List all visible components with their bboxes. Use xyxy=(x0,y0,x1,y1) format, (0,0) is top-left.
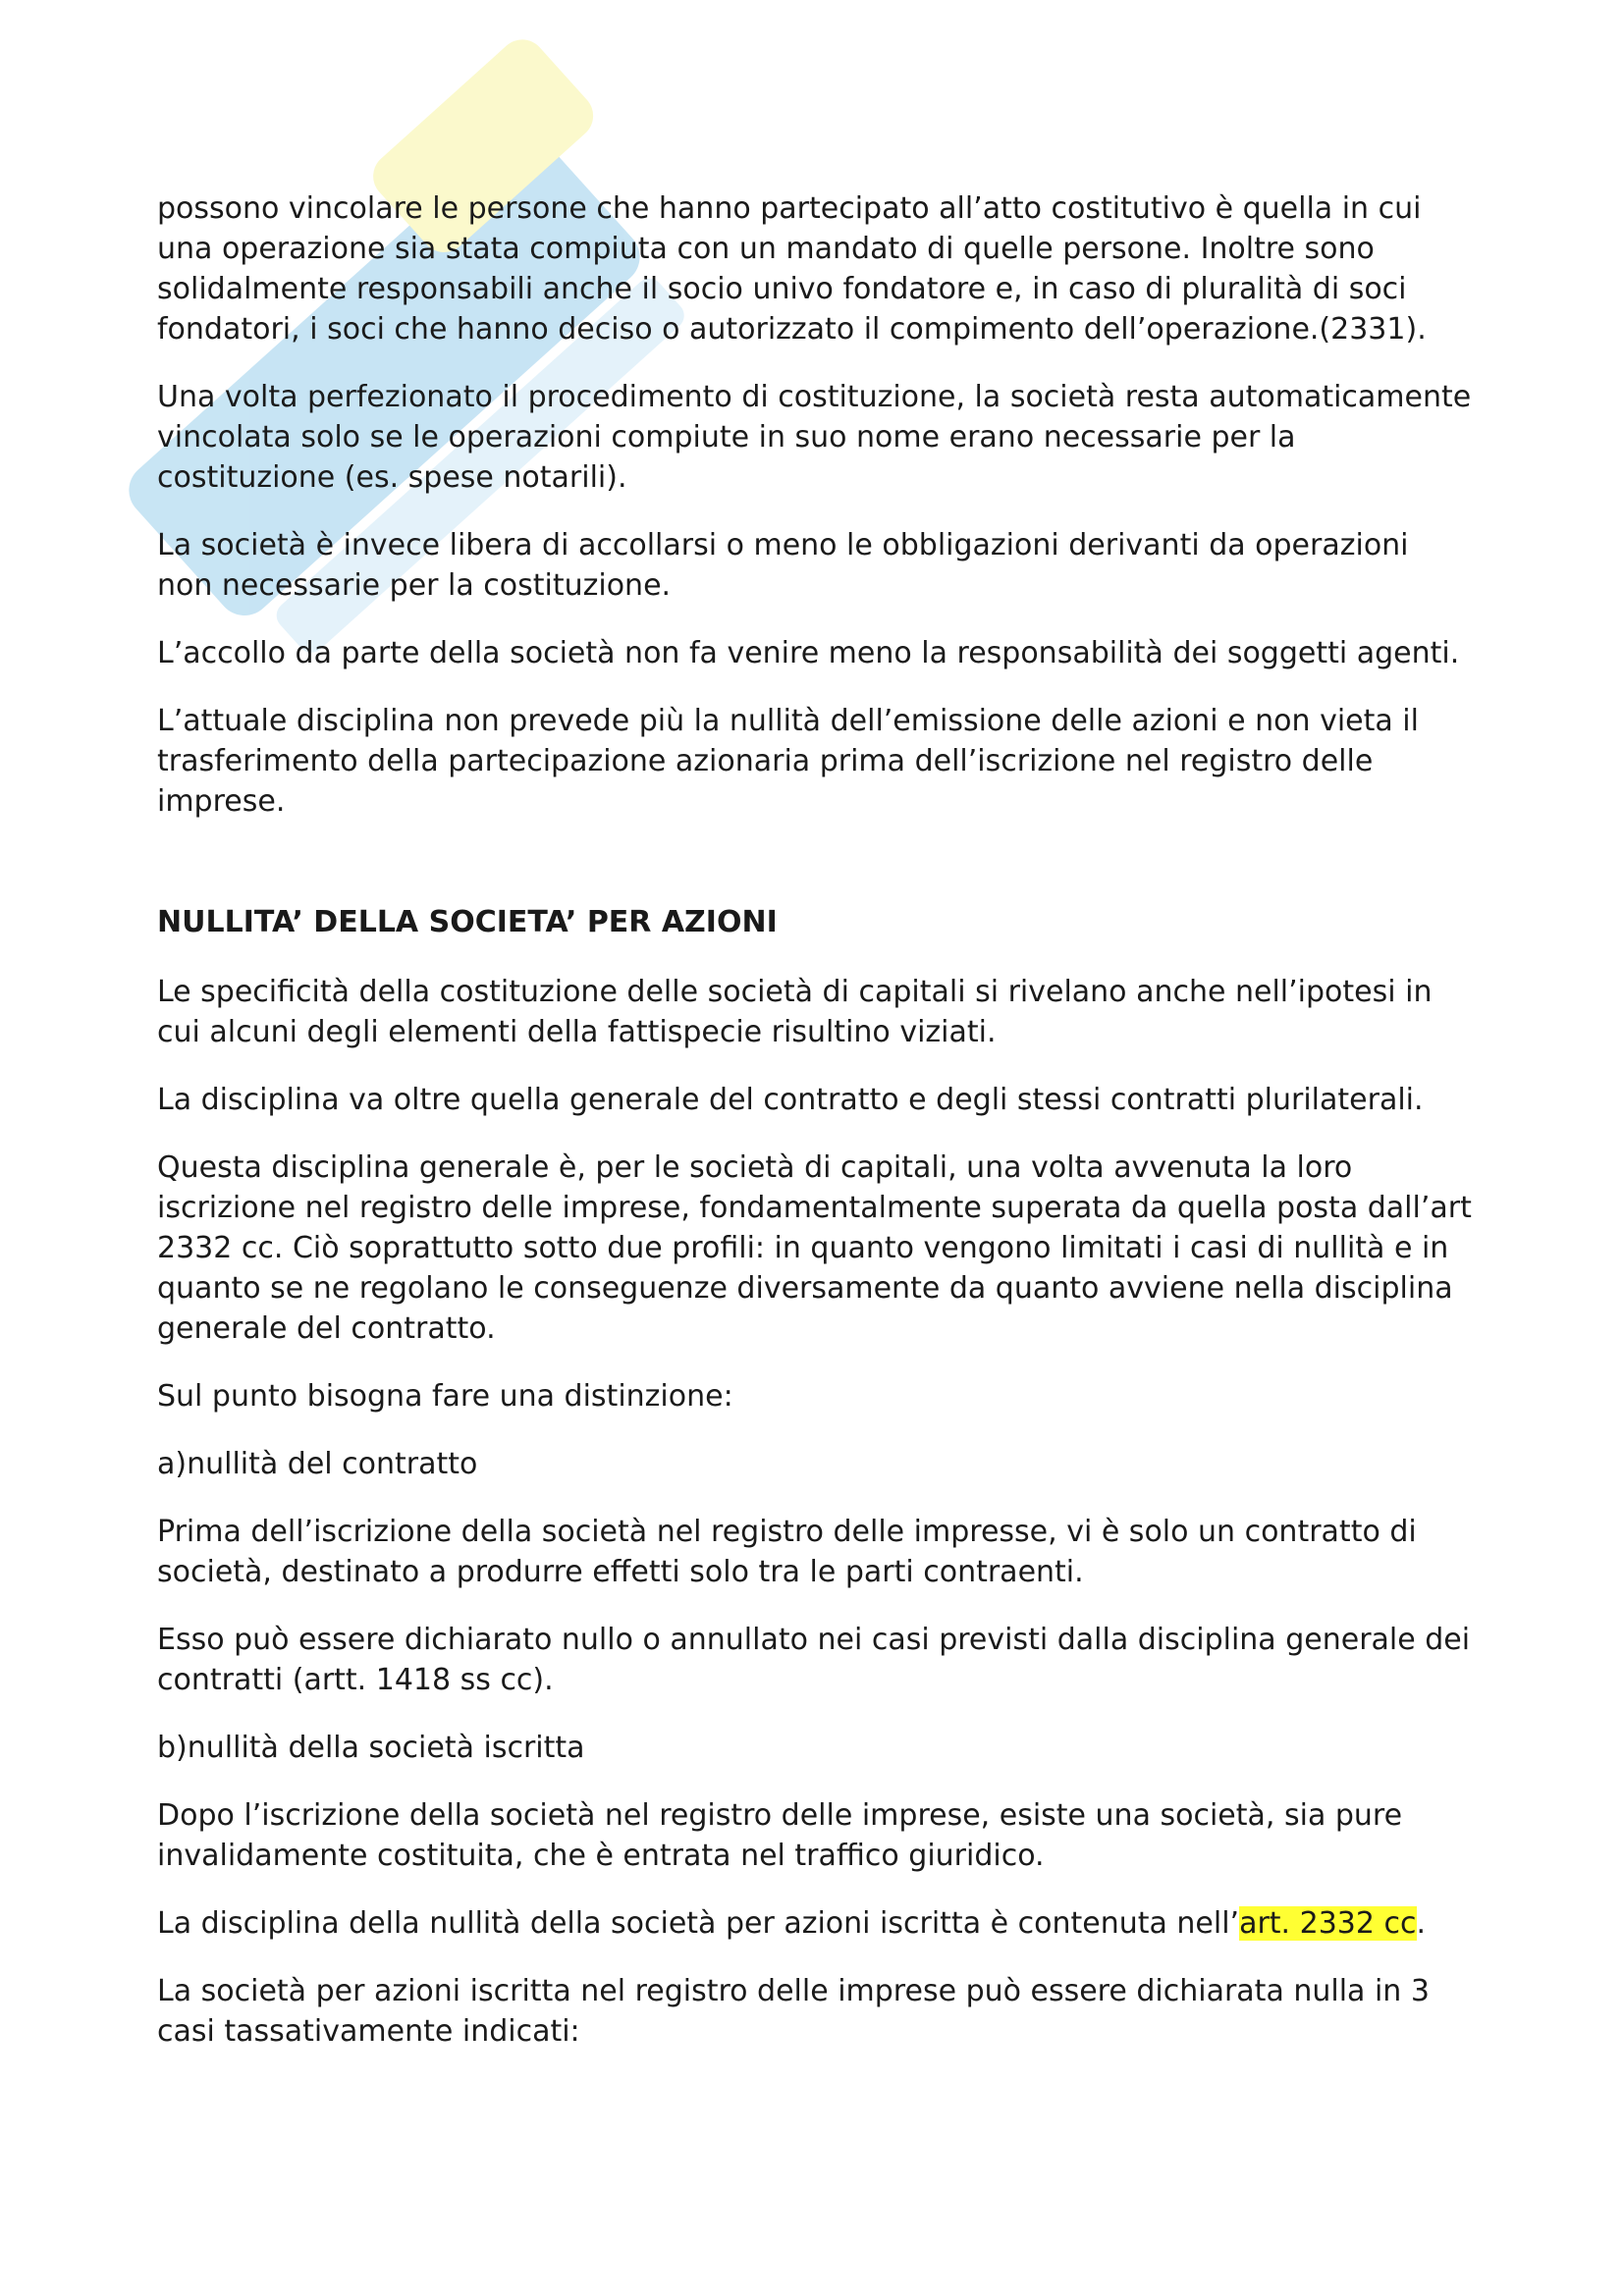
paragraph: Questa disciplina generale è, per le società di capitali, una volta avvenuta la loro iscrizione nel registro delle imprese, fondamentalmente superata da quella posta dall’art 2332 cc. Ciò soprattutto sotto due profili: in quanto vengono limitati i casi di nullità e in quanto se ne regolano le conseguenze diversamente da quanto avviene nella disciplina generale del contratto. xyxy=(157,1150,1472,1346)
section-heading: NULLITA’ DELLA SOCIETA’ PER AZIONI xyxy=(157,905,778,939)
paragraph: Una volta perfezionato il procedimento di costituzione, la società resta automaticamente vincolata solo se le operazioni compiute in suo nome erano necessarie per la costituzione (es. spese notarili). xyxy=(157,380,1472,495)
document-page xyxy=(157,188,1473,2079)
paragraph: possono vincolare le persone che hanno partecipato all’atto costitutivo è quella in cui una operazione sia stata compiuta con un mandato di quelle persone. Inoltre sono solidalmente responsabili anche il socio univo fondatore e, in caso di pluralità di soci fondatori, i soci che hanno deciso o autorizzato il compimento dell’operazione.(2331). xyxy=(157,191,1427,347)
highlighted-article-reference: art. 2332 cc xyxy=(1239,1906,1417,1941)
paragraph: Sul punto bisogna fare una distinzione: xyxy=(157,1379,733,1414)
list-item-label: a)nullità del contratto xyxy=(157,1447,478,1481)
paragraph-with-highlight xyxy=(157,1903,1473,1944)
paragraph: L’accollo da parte della società non fa venire meno la responsabilità dei soggetti agenti. xyxy=(157,636,1460,670)
paragraph: La disciplina va oltre quella generale del contratto e degli stessi contratti plurilaterali. xyxy=(157,1083,1424,1117)
paragraph-text: . xyxy=(1416,1906,1427,1941)
paragraph: La società per azioni iscritta nel registro delle imprese può essere dichiarata nulla in 3 casi tassativamente indicati: xyxy=(157,1974,1430,2049)
paragraph: Le specificità della costituzione delle società di capitali si rivelano anche nell’ipotesi in cui alcuni degli elementi della fattispecie risultino viziati. xyxy=(157,975,1433,1049)
paragraph: Dopo l’iscrizione della società nel registro delle imprese, esiste una società, sia pure invalidamente costituita, che è entrata nel traffico giuridico. xyxy=(157,1798,1403,1873)
paragraph: Prima dell’iscrizione della società nel registro delle impresse, vi è solo un contratto di società, destinato a produrre effetti solo tra le parti contraenti. xyxy=(157,1515,1417,1589)
list-item-label: b)nullità della società iscritta xyxy=(157,1731,585,1765)
paragraph: Esso può essere dichiarato nullo o annullato nei casi previsti dalla disciplina generale dei contratti (artt. 1418 ss cc). xyxy=(157,1623,1471,1697)
paragraph: L’attuale disciplina non prevede più la nullità dell’emissione delle azioni e non vieta il trasferimento della partecipazione azionaria prima dell’iscrizione nel registro delle imprese. xyxy=(157,704,1419,819)
paragraph-text: La disciplina della nullità della società per azioni iscritta è contenuta nell’ xyxy=(157,1906,1240,1941)
paragraph: La società è invece libera di accollarsi o meno le obbligazioni derivanti da operazioni non necessarie per la costituzione. xyxy=(157,528,1409,603)
